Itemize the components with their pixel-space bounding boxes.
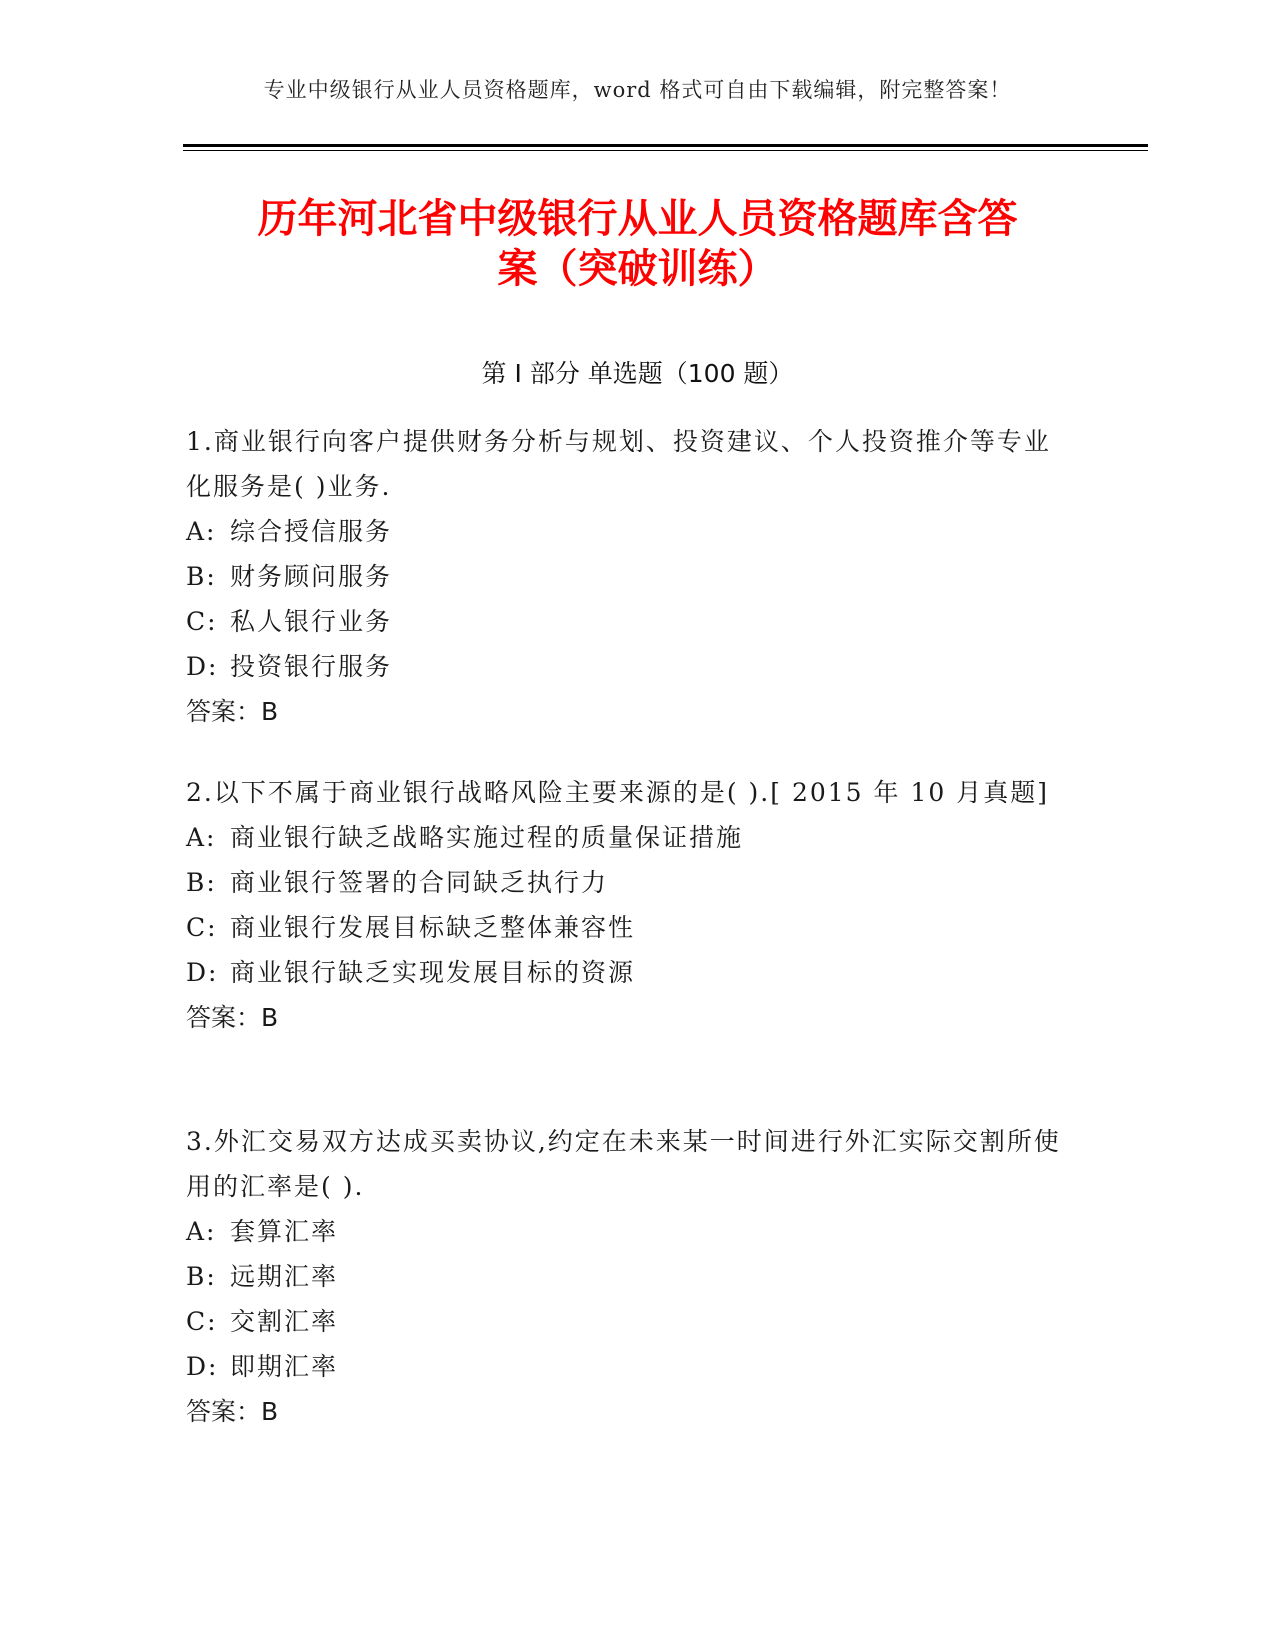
option-letter: C: (186, 913, 218, 942)
option-c (186, 1299, 1066, 1344)
option-d (186, 644, 1066, 689)
option-text: 投资银行服务 (230, 652, 393, 681)
option-b (186, 1254, 1066, 1299)
option-letter: B: (186, 562, 217, 591)
option-letter: B: (186, 1262, 217, 1291)
document-title-line-1: 历年河北省中级银行从业人员资格题库含答 (257, 196, 1018, 242)
option-letter: A: (186, 1217, 217, 1246)
document-title (0, 194, 1275, 294)
option-text: 财务顾问服务 (230, 562, 393, 591)
page-header-note: 专业中级银行从业人员资格题库，word 格式可自由下载编辑，附完整答案！ (263, 78, 1012, 102)
option-letter: D: (186, 958, 219, 987)
option-letter: A: (186, 823, 217, 852)
answer-line: 答案：B (186, 697, 279, 726)
option-letter: D: (186, 1352, 219, 1381)
option-c (186, 905, 1066, 950)
question-2 (186, 770, 1066, 1040)
option-text: 远期汇率 (230, 1262, 339, 1291)
option-text: 私人银行业务 (230, 607, 393, 636)
header-divider-thick (183, 144, 1148, 147)
option-text: 商业银行签署的合同缺乏执行力 (230, 868, 609, 897)
option-letter: A: (186, 517, 217, 546)
option-text: 综合授信服务 (230, 517, 393, 546)
option-c (186, 599, 1066, 644)
option-a (186, 509, 1066, 554)
question-stem: 1.商业银行向客户提供财务分析与规划、投资建议、个人投资推介等专业化服务是( )业务. (186, 427, 1051, 501)
header-divider-thin (183, 150, 1148, 151)
option-letter: D: (186, 652, 219, 681)
option-letter: C: (186, 607, 218, 636)
option-text: 即期汇率 (230, 1352, 339, 1381)
option-a (186, 815, 1066, 860)
option-text: 商业银行缺乏战略实施过程的质量保证措施 (230, 823, 744, 852)
option-d (186, 1344, 1066, 1389)
option-letter: B: (186, 868, 217, 897)
answer-line: 答案：B (186, 1003, 279, 1032)
option-letter: C: (186, 1307, 218, 1336)
option-d (186, 950, 1066, 995)
document-title-line-2: 案（突破训练） (497, 246, 778, 292)
question-3 (186, 1119, 1066, 1434)
question-stem: 3.外汇交易双方达成买卖协议,约定在未来某一时间进行外汇实际交割所使用的汇率是( ). (186, 1127, 1061, 1201)
question-stem: 2.以下不属于商业银行战略风险主要来源的是( ).[ 2015 年 10 月真题] (186, 778, 1049, 807)
option-b (186, 554, 1066, 599)
option-a (186, 1209, 1066, 1254)
question-1 (186, 419, 1066, 734)
section-heading: 第 I 部分 单选题（100 题） (481, 359, 794, 388)
option-b (186, 860, 1066, 905)
option-text: 商业银行发展目标缺乏整体兼容性 (230, 913, 636, 942)
option-text: 套算汇率 (230, 1217, 339, 1246)
option-text: 交割汇率 (230, 1307, 339, 1336)
answer-line: 答案：B (186, 1397, 279, 1426)
option-text: 商业银行缺乏实现发展目标的资源 (230, 958, 636, 987)
